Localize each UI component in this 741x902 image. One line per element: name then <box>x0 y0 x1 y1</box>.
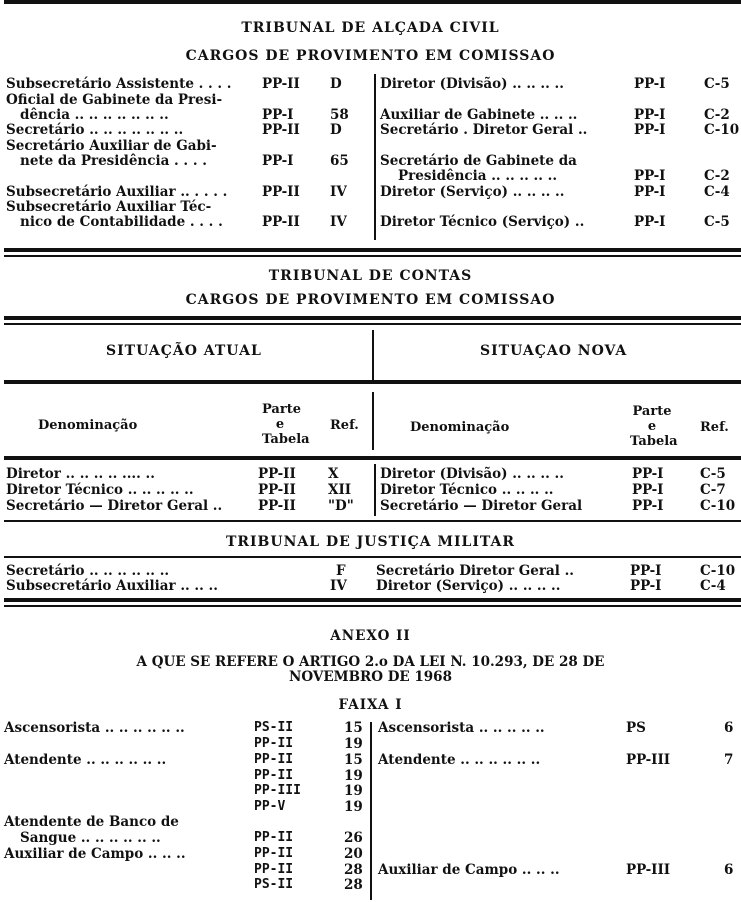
section2-rows-divider <box>374 464 376 516</box>
row-ref: D <box>330 76 342 92</box>
row-ref: C-5 <box>704 76 730 92</box>
row-ref: C-2 <box>704 107 730 123</box>
row-label: Atendente de Banco de <box>4 814 179 830</box>
row-parte: PP-I <box>630 578 662 594</box>
row-label: Secretário — Diretor Geral <box>380 498 583 514</box>
row-label: Subsecretário Auxiliar .. . . . . <box>6 184 228 200</box>
row-label: Diretor (Serviço) .. .. .. .. <box>380 184 565 200</box>
row-parte: PP-I <box>630 563 662 579</box>
row-label: Secretário .. .. .. .. .. .. <box>6 563 170 579</box>
col-denominacao-right: Denominação <box>410 420 510 435</box>
row-parte: PP-I <box>634 122 666 138</box>
row-ref: C-2 <box>704 168 730 184</box>
row-ref: 15 <box>344 720 363 736</box>
row-ref: 28 <box>344 861 363 878</box>
row-label: Oficial de Gabinete da Presi- <box>6 92 223 108</box>
row-ref: 19 <box>344 735 363 752</box>
row-label: Subsecretário Auxiliar .. .. .. <box>6 578 218 594</box>
section1-subtitle: CARGOS DE PROVIMENTO EM COMISSAO <box>185 48 556 64</box>
row-ref: "D" <box>328 498 354 514</box>
section2-rule-top <box>4 316 741 320</box>
row-label: Atendente .. .. .. .. .. .. <box>4 752 167 768</box>
col-ref-left: Ref. <box>330 418 359 433</box>
row-parte: PP-II <box>254 752 294 767</box>
row-ref: 19 <box>344 798 363 815</box>
row-ref: IV <box>330 184 347 200</box>
col-denominacao-left: Denominação <box>38 418 138 433</box>
row-label: Auxiliar de Gabinete .. .. .. <box>380 107 578 123</box>
section3-rule-bottom-thin <box>4 605 741 607</box>
row-label: Secretário . Diretor Geral .. <box>380 122 588 138</box>
row-parte: PP-II <box>262 184 300 200</box>
row-parte: PP-II <box>254 861 294 877</box>
col-ref-right: Ref. <box>700 420 729 435</box>
col-parte-right: Parte e Tabela <box>630 404 678 449</box>
row-ref: XII <box>328 482 352 498</box>
row-label: Diretor (Divisão) .. .. .. .. <box>380 466 564 482</box>
row-parte: PP-I <box>634 168 666 184</box>
section2-rule-bottom <box>4 520 741 522</box>
row-parte: PP-II <box>254 767 294 783</box>
row-parte: PP-I <box>634 184 666 200</box>
row-label: Diretor .. .. .. .. .... .. <box>6 466 155 482</box>
row-label: Secretário Auxiliar de Gabi- <box>6 138 217 154</box>
section1-title: TRIBUNAL DE ALÇADA CIVIL <box>241 20 500 36</box>
row-ref: F <box>336 563 346 579</box>
section3-rule-bottom <box>4 598 741 602</box>
row-ref: C-4 <box>700 578 726 594</box>
left-situation-header: SITUAÇÃO ATUAL <box>106 343 262 359</box>
row-ref: 15 <box>344 752 363 768</box>
annex-divider <box>370 722 372 900</box>
row-label: Secretário .. .. .. .. .. .. .. <box>6 122 184 138</box>
row-ref: X <box>328 466 339 482</box>
row-label: Subsecretário Auxiliar Téc- <box>6 199 212 215</box>
row-parte: PP-I <box>634 76 666 92</box>
row-parte: PP-II <box>258 482 296 498</box>
row-label: Auxiliar de Campo .. .. .. <box>4 846 186 862</box>
row-ref: 58 <box>330 107 349 123</box>
row-parte: PP-II <box>258 498 296 514</box>
row-label: nico de Contabilidade . . . . <box>20 214 223 230</box>
row-parte: PP-III <box>626 752 671 768</box>
row-parte: PS-II <box>254 720 294 735</box>
row-parte: PP-II <box>262 76 300 92</box>
row-ref: C-10 <box>700 498 736 514</box>
row-parte: PP-III <box>626 862 671 878</box>
col-parte-left: Parte e Tabela <box>262 402 310 447</box>
row-label: Subsecretário Assistente . . . . <box>6 76 232 92</box>
row-label: Sangue .. .. .. .. .. .. <box>20 830 161 846</box>
row-parte: PP-II <box>254 830 294 845</box>
section2-rule-top-thin <box>4 323 741 325</box>
row-label: Diretor Técnico .. .. .. .. <box>380 482 554 498</box>
section1-rule <box>4 248 741 252</box>
row-label: dência .. .. .. .. .. .. .. <box>20 107 169 123</box>
row-ref: C-10 <box>700 563 736 579</box>
section1-divider <box>374 74 376 240</box>
row-label: Diretor (Divisão) .. .. .. .. <box>380 76 564 92</box>
row-ref: D <box>330 122 342 138</box>
section1-rule-thin <box>4 255 741 257</box>
row-ref: 6 <box>724 720 734 736</box>
row-parte: PP-I <box>632 482 664 498</box>
right-situation-header: SITUAÇAO NOVA <box>480 343 628 359</box>
row-label: Diretor Técnico .. .. .. .. .. <box>6 482 194 498</box>
top-rule <box>4 0 741 4</box>
annex-title: ANEXO II <box>330 628 411 644</box>
row-ref: C-4 <box>704 184 730 200</box>
row-ref: IV <box>330 214 347 230</box>
row-ref: C-7 <box>700 482 726 498</box>
row-parte: PP-II <box>254 735 294 751</box>
row-ref: 65 <box>330 153 349 169</box>
row-parte: PP-I <box>634 107 666 123</box>
row-parte: PP-I <box>632 466 664 482</box>
row-ref: IV <box>330 578 347 594</box>
row-label: Secretário de Gabinete da <box>380 153 577 169</box>
section2-colhead-divider <box>372 392 374 450</box>
row-label: Diretor (Serviço) .. .. .. .. <box>376 578 561 594</box>
row-label: Auxiliar de Campo .. .. .. <box>378 862 560 878</box>
row-parte: PP-I <box>634 214 666 230</box>
row-ref: C-5 <box>704 214 730 230</box>
annex-subtitle-1: A QUE SE REFERE O ARTIGO 2.o DA LEI N. 10.293, DE 28 DE <box>136 654 605 670</box>
row-label: nete da Presidência . . . . <box>20 153 207 169</box>
row-parte: PP-II <box>262 214 300 230</box>
row-label: Ascensorista .. .. .. .. .. <box>378 720 545 736</box>
row-label: Ascensorista .. .. .. .. .. .. <box>4 720 185 736</box>
row-parte: PP-V <box>254 798 286 814</box>
row-label: Atendente .. .. .. .. .. .. <box>378 752 541 768</box>
row-ref: 19 <box>344 783 363 799</box>
row-parte: PP-II <box>254 846 294 861</box>
row-label: Diretor Técnico (Serviço) .. <box>380 214 585 230</box>
section3-title: TRIBUNAL DE JUSTIÇA MILITAR <box>225 534 516 550</box>
section2-rule-mid <box>4 380 741 384</box>
row-parte: PS <box>626 720 646 736</box>
row-ref: 26 <box>344 830 363 846</box>
row-ref: C-5 <box>700 466 726 482</box>
row-parte: PP-I <box>262 153 294 169</box>
row-ref: 19 <box>344 767 363 784</box>
row-label: Secretário Diretor Geral .. <box>376 563 574 579</box>
row-label: Secretário — Diretor Geral .. <box>6 498 223 514</box>
row-ref: 28 <box>344 877 363 893</box>
section2-subtitle: CARGOS DE PROVIMENTO EM COMISSAO <box>185 292 556 308</box>
row-ref: 7 <box>724 752 734 768</box>
row-ref: C-10 <box>704 122 740 138</box>
row-parte: PP-II <box>262 122 300 138</box>
row-parte: PP-I <box>262 107 294 123</box>
row-label: Presidência .. .. .. .. .. <box>398 168 558 184</box>
row-parte: PS-II <box>254 877 294 892</box>
row-parte: PP-I <box>632 498 664 514</box>
section2-title: TRIBUNAL DE CONTAS <box>268 268 473 284</box>
section2-rule-rows <box>4 456 741 460</box>
row-ref: 6 <box>724 862 734 878</box>
annex-subtitle-2: NOVEMBRO DE 1968 <box>289 669 452 685</box>
row-ref: 20 <box>344 846 363 862</box>
section3-rule-top <box>4 556 741 558</box>
section2-head-divider <box>372 330 374 380</box>
row-parte: PP-III <box>254 783 301 798</box>
faixa-title: FAIXA I <box>338 697 403 713</box>
row-parte: PP-II <box>258 466 296 482</box>
